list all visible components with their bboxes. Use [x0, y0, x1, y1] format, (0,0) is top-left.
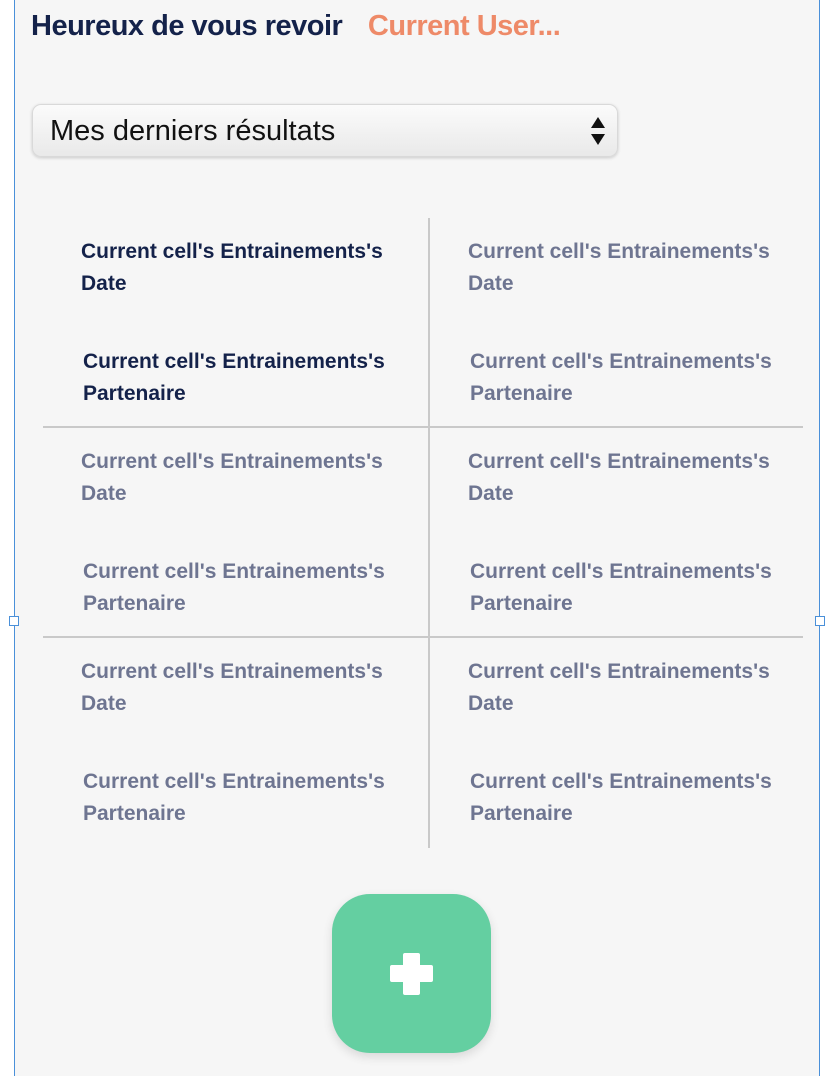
header-greeting [31, 10, 560, 43]
cell-partner-value: Partenaire [470, 382, 573, 405]
cell-partner-label: Current cell's Entrainements's [83, 560, 385, 583]
cell-date-label: Current cell's Entrainements's [81, 660, 383, 683]
grid-cell[interactable] [81, 236, 441, 410]
up-down-arrows-icon [591, 115, 605, 147]
grid-cell[interactable] [81, 656, 441, 830]
cell-date-label: Current cell's Entrainements's [468, 450, 770, 473]
cell-date-value: Date [468, 272, 514, 295]
resize-handle-left[interactable] [9, 616, 19, 626]
cell-date-value: Date [468, 482, 514, 505]
grid-cell[interactable] [468, 446, 828, 620]
results-grid [43, 218, 803, 848]
grid-cell[interactable] [468, 656, 828, 830]
cell-date-label: Current cell's Entrainements's [81, 450, 383, 473]
page-container [14, 0, 820, 1076]
cell-partner-label: Current cell's Entrainements's [83, 350, 385, 373]
cell-partner-value: Partenaire [83, 382, 186, 405]
cell-partner-value: Partenaire [470, 592, 573, 615]
cell-date-value: Date [468, 692, 514, 715]
cell-partner-label: Current cell's Entrainements's [83, 770, 385, 793]
welcome-text: Heureux de vous revoir [31, 10, 343, 42]
resize-handle-right[interactable] [815, 616, 825, 626]
current-user-name: Current User... [367, 10, 561, 42]
cell-partner-label: Current cell's Entrainements's [470, 350, 772, 373]
row-divider [43, 426, 803, 428]
cell-date-value: Date [81, 692, 127, 715]
cell-partner-label: Current cell's Entrainements's [470, 770, 772, 793]
cell-partner-value: Partenaire [470, 802, 573, 825]
cell-date-label: Current cell's Entrainements's [468, 660, 770, 683]
grid-cell[interactable] [468, 236, 828, 410]
cell-date-label: Current cell's Entrainements's [468, 240, 770, 263]
grid-cell[interactable] [81, 446, 441, 620]
cell-date-label: Current cell's Entrainements's [81, 240, 383, 263]
results-dropdown-value: Mes derniers résultats [50, 115, 336, 147]
cell-partner-value: Partenaire [83, 592, 186, 615]
row-divider [43, 636, 803, 638]
cell-date-value: Date [81, 482, 127, 505]
cell-partner-value: Partenaire [83, 802, 186, 825]
cell-date-value: Date [81, 272, 127, 295]
cell-partner-label: Current cell's Entrainements's [470, 560, 772, 583]
add-entry-button[interactable] [332, 894, 491, 1053]
results-dropdown[interactable] [32, 104, 618, 157]
